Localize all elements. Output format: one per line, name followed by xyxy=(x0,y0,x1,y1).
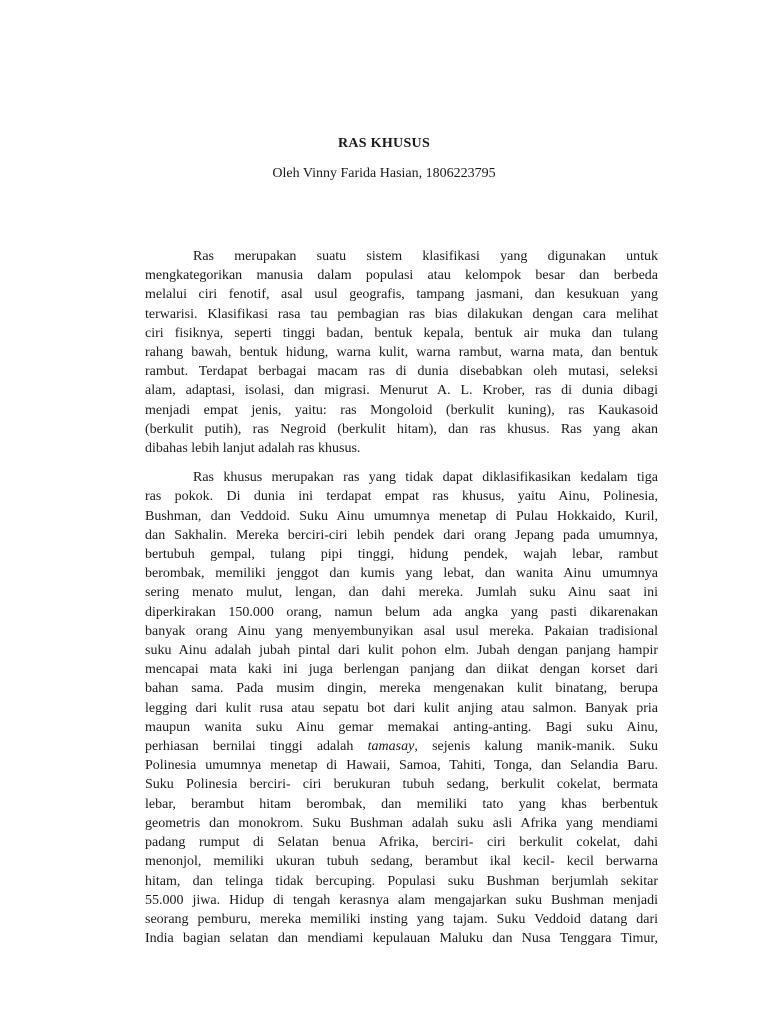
paragraph-1-line: menjadi empat jenis, yaitu: ras Mongoloid (berkulit kuning), ras Kaukasoid xyxy=(145,402,658,418)
paragraph-1-line: ciri fisiknya, seperti tinggi badan, bentuk kepala, bentuk air muka dan tulang xyxy=(145,325,658,341)
paragraph-2-line: Ras khusus merupakan ras yang tidak dapat diklasifikasikan kedalam tiga xyxy=(193,470,658,486)
paragraph-2-line: 55.000 jiwa. Hidup di tengah kerasnya alam mengajarkan suku Bushman menjadi xyxy=(145,892,658,908)
paragraph-2-line: suku Ainu adalah jubah pintal dari kulit pohon elm. Jubah dengan panjang hampir xyxy=(145,643,658,659)
paragraph-2-line: Bushman, dan Veddoid. Suku Ainu umumnya menetap di Pulau Hokkaido, Kuril, xyxy=(145,508,658,524)
paragraph-1-line: melalui ciri fenotif, asal usul geografis, tampang jasmani, dan kesukuan yang xyxy=(145,287,658,303)
paragraph-2-line: dan Sakhalin. Mereka berciri-ciri lebih pendek dari orang Jepang pada umumnya, xyxy=(145,527,658,543)
paragraph-1-line: rambut. Terdapat berbagai macam ras di dunia disebabkan oleh mutasi, seleksi xyxy=(145,364,658,380)
paragraph-2-line: mencapai mata kaki ini juga berlengan panjang dan diikat dengan korset dari xyxy=(145,662,658,678)
paragraph-2-line: sering menato mulut, lengan, dan dahi mereka. Jumlah suku Ainu saat ini xyxy=(145,585,658,601)
paragraph-1-line: rahang bawah, bentuk hidung, warna kulit, warna rambut, warna mata, dan bentuk xyxy=(145,345,658,361)
paragraph-2-line: berombak, memiliki jenggot dan kumis yang lebat, dan wanita Ainu umumnya xyxy=(145,566,658,582)
paragraph-1-line: Ras merupakan suatu sistem klasifikasi yang digunakan untuk xyxy=(193,249,658,264)
paragraph-2-line: menonjol, memiliki ukuran tubuh sedang, berambut ikal kecil- kecil berwarna xyxy=(145,854,658,870)
italic-term-tamasay: tamasay xyxy=(367,739,415,755)
paragraph-2 xyxy=(145,468,658,948)
paragraph-2-line: Suku Polinesia berciri- ciri berukuran tubuh sedang, berkulit cokelat, bermata xyxy=(145,777,658,793)
paragraph-2-line-with-italic xyxy=(145,737,658,756)
paragraph-2-line: geometris dan monokrom. Suku Bushman adalah suku asli Afrika yang mendiami xyxy=(145,815,658,831)
paragraph-1-line: alam, adaptasi, isolasi, dan migrasi. Menurut A. L. Krober, ras di dunia dibagi xyxy=(145,383,658,399)
paragraph-2-line: India bagian selatan dan mendiami kepulauan Maluku dan Nusa Tenggara Timur, xyxy=(145,931,658,947)
paragraph-2-line: maupun wanita suku Ainu gemar memakai anting-anting. Bagi suku Ainu, xyxy=(145,719,658,735)
line-text-after-italic: , sejenis kalung manik-manik. Suku xyxy=(414,739,658,755)
paragraph-1-line: (berkulit putih), ras Negroid (berkulit hitam), dan ras khusus. Ras yang akan xyxy=(145,421,658,437)
paragraph-2-line: hitam, dan telinga tidak bercuping. Populasi suku Bushman berjumlah sekitar xyxy=(145,873,658,889)
paragraph-2-line: diperkirakan 150.000 orang, namun belum ada angka yang pasti dikarenakan xyxy=(145,604,658,620)
paragraph-2-line: padang rumput di Selatan benua Afrika, berciri- ciri berkulit cokelat, dahi xyxy=(145,835,658,851)
document-byline: Oleh Vinny Farida Hasian, 1806223795 xyxy=(272,166,496,181)
paragraph-2-line: bahan sama. Pada musim dingin, mereka mengenakan kulit binatang, berupa xyxy=(145,681,658,697)
paragraph-2-line: ras pokok. Di dunia ini terdapat empat ras khusus, yaitu Ainu, Polinesia, xyxy=(145,489,658,505)
document-body xyxy=(145,247,658,958)
document-title: RAS KHUSUS xyxy=(337,136,431,151)
paragraph-2-line: seorang pemburu, mereka memiliki insting yang tajam. Suku Veddoid datang dari xyxy=(145,911,658,927)
paragraph-2-line: legging dari kulit rusa atau sepatu bot dari kulit anjing atau salmon. Banyak pria xyxy=(145,700,658,716)
paragraph-1-line: dibahas lebih lanjut adalah ras khusus. xyxy=(145,441,361,457)
paragraph-2-line: bertubuh gempal, tulang pipi tinggi, hidung pendek, wajah lebar, rambut xyxy=(145,547,658,563)
paragraph-1-line: terwarisi. Klasifikasi rasa tau pembagian ras bias dilakukan dengan cara melihat xyxy=(145,306,658,322)
paragraph-1 xyxy=(145,247,658,458)
paragraph-1-line: mengkategorikan manusia dalam populasi atau kelompok besar dan berbeda xyxy=(145,268,658,284)
paragraph-2-line: lebar, berambut hitam berombak, dan memiliki tato yang khas berbentuk xyxy=(145,796,658,812)
paragraph-2-line: Polinesia umumnya menetap di Hawaii, Samoa, Tahiti, Tonga, dan Selandia Baru. xyxy=(145,758,658,774)
line-text-before-italic: perhiasan bernilai tinggi adalah xyxy=(145,739,354,755)
paragraph-2-line: banyak orang Ainu yang menyembunyikan asal usul mereka. Pakaian tradisional xyxy=(145,623,658,639)
